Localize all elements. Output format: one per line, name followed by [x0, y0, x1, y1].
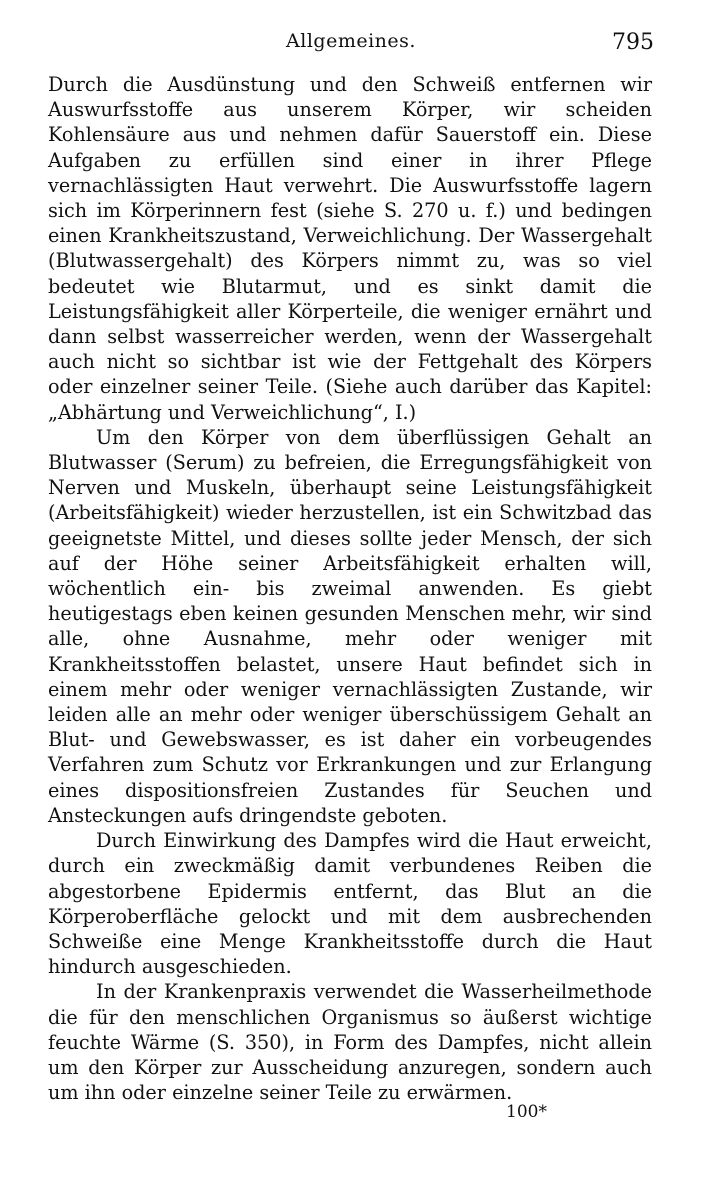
page-header: [48, 30, 654, 64]
signature-mark: 100*: [506, 1102, 547, 1122]
page-number: 795: [612, 30, 654, 55]
paragraph: In der Krankenpraxis verwendet die Wasserheilmethode die für den menschlichen Organismus so äußerst wichtige feuchte Wärme (S. 350), in Form des Dampfes, nicht allein um den Körper zur Ausscheidung anzuregen, sondern auch um ihn oder einzelne seiner Teile zu erwärmen.: [48, 980, 652, 1105]
running-head: Allgemeines.: [286, 30, 416, 52]
body-text: [48, 72, 652, 1105]
paragraph: Durch die Ausdünstung und den Schweiß entfernen wir Auswurfsstoffe aus unserem Körper, wir scheiden Kohlensäure aus und nehmen dafür Sauerstoff ein. Diese Aufgaben zu erfüllen sind einer in ihrer Pflege vernachlässigten Haut verwehrt. Die Auswurfsstoffe lagern sich im Körperinnern fest (siehe S. 270 u. f.) und bedingen einen Krankheitszustand, Verweichlichung. Der Wassergehalt (Blutwassergehalt) des Körpers nimmt zu, was so viel bedeutet wie Blutarmut, und es sinkt damit die Leistungsfähigkeit aller Körperteile, die weniger ernährt und dann selbst wasserreicher werden, wenn der Wassergehalt auch nicht so sichtbar ist wie der Fettgehalt des Körpers oder einzelner seiner Teile. (Siehe auch darüber das Kapitel: „Abhärtung und Verweichlichung“, I.): [48, 73, 652, 424]
paragraph: Durch Einwirkung des Dampfes wird die Haut erweicht, durch ein zweckmäßig damit verbundenes Reiben die abgestorbene Epidermis entfernt, das Blut an die Körperoberfläche gelockt und mit dem ausbrechenden Schweiße eine Menge Krankheitsstoffe durch die Haut hindurch ausgeschieden.: [48, 829, 652, 979]
paragraph: Um den Körper von dem überflüssigen Gehalt an Blutwasser (Serum) zu befreien, die Erregungsfähigkeit von Nerven und Muskeln, überhaupt seine Leistungsfähigkeit (Arbeitsfähigkeit) wieder herzustellen, ist ein Schwitzbad das geeignetste Mittel, und dieses sollte jeder Mensch, der sich auf der Höhe seiner Arbeitsfähigkeit erhalten will, wöchentlich ein- bis zweimal anwenden. Es giebt heutigestags eben keinen gesunden Menschen mehr, wir sind alle, ohne Ausnahme, mehr oder weniger mit Krankheitsstoffen belastet, unsere Haut befindet sich in einem mehr oder weniger vernachlässigten Zustande, wir leiden alle an mehr oder weniger überschüssigem Gehalt an Blut- und Gewebswasser, es ist daher ein vorbeugendes Verfahren zum Schutz vor Erkrankungen und zur Erlangung eines dispositionsfreien Zustandes für Seuchen und Ansteckungen aufs dringendste geboten.: [48, 425, 652, 827]
